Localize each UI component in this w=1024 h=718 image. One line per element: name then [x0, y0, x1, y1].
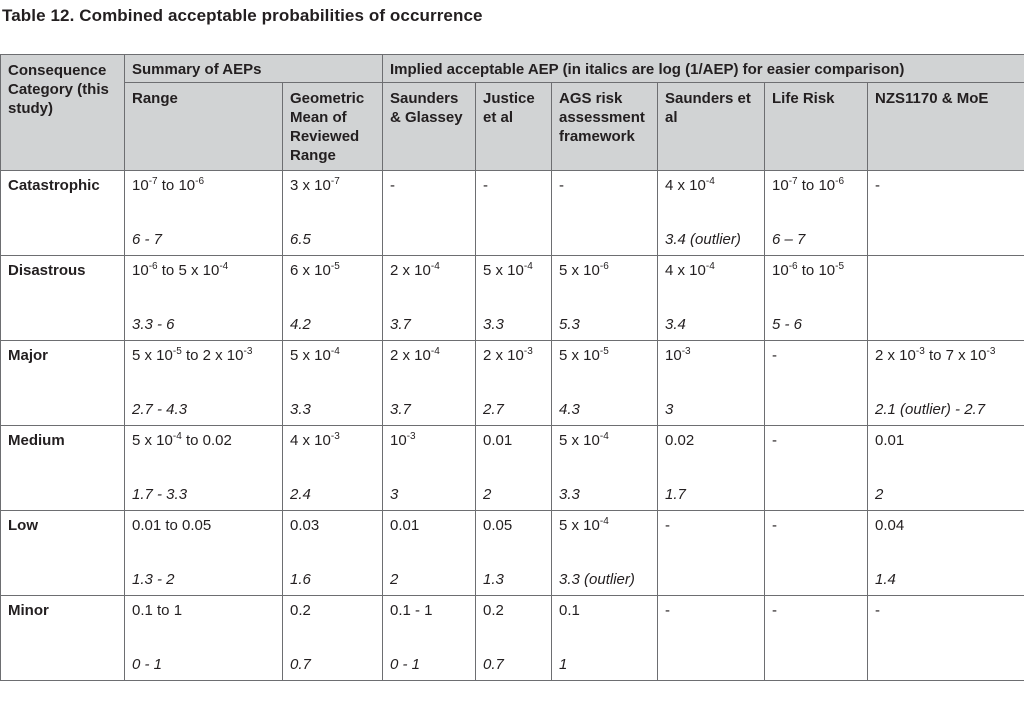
aep-value: 5 x $10^{-4}$ — [559, 431, 609, 449]
table-cell — [658, 171, 765, 256]
log-value: 3.4 — [665, 316, 686, 333]
log-value: 1.6 — [290, 571, 311, 588]
table-cell — [125, 171, 283, 256]
aep-value: 4 x $10^{-3}$ — [290, 431, 340, 449]
table-cell — [765, 426, 868, 511]
log-value: 3.4 (outlier) — [665, 231, 741, 248]
log-value: 2 — [875, 486, 884, 503]
table-body — [1, 171, 1024, 681]
table-cell — [125, 256, 283, 341]
table-cell — [765, 171, 868, 256]
category-label: Minor — [8, 602, 49, 619]
aep-value: 0.1 — [559, 602, 580, 619]
aep-value: - — [772, 517, 777, 534]
aep-value: - — [390, 177, 395, 194]
table-cell — [283, 596, 383, 681]
aep-value: 5 x $10^{-4}$ — [559, 516, 609, 534]
row-category — [1, 426, 125, 511]
aep-value: 0.1 to 1 — [132, 602, 183, 619]
log-value: 3.3 (outlier) — [559, 571, 635, 588]
log-value: 3 — [390, 486, 399, 503]
aep-value: $10^{-6}$ to $10^{-5}$ — [772, 261, 845, 279]
aep-value: - — [772, 347, 777, 364]
log-value: 2.7 - 4.3 — [132, 401, 188, 418]
log-value: 3.3 - 6 — [132, 316, 175, 333]
header-saunders-etal: Saunders et al — [658, 83, 765, 171]
table-cell — [283, 171, 383, 256]
header-summary-group: Summary of AEPs — [125, 55, 383, 83]
aep-value: 5 x $10^{-4}$ — [483, 261, 533, 279]
aep-value: - — [665, 517, 670, 534]
aep-value: 0.1 - 1 — [390, 602, 433, 619]
table-row — [1, 256, 1024, 341]
aep-value: 5 x $10^{-4}$ to 0.02 — [132, 431, 232, 449]
log-value: 1 — [559, 656, 568, 673]
table-cell — [658, 596, 765, 681]
row-category — [1, 511, 125, 596]
table-cell — [383, 596, 476, 681]
table-cell — [868, 511, 1024, 596]
log-value: 3.7 — [390, 316, 411, 333]
table-cell — [868, 596, 1024, 681]
log-value: 1.7 - 3.3 — [132, 486, 188, 503]
log-value: 3.7 — [390, 401, 411, 418]
aep-value: - — [559, 177, 564, 194]
table-cell — [552, 426, 658, 511]
table-cell — [552, 341, 658, 426]
header-life-risk: Life Risk — [765, 83, 868, 171]
table-cell — [552, 256, 658, 341]
log-value: 0 - 1 — [132, 656, 163, 673]
aep-value: - — [772, 432, 777, 449]
table-row — [1, 511, 1024, 596]
row-category — [1, 341, 125, 426]
header-range: Range — [125, 83, 283, 171]
category-label: Low — [8, 517, 38, 534]
log-value: 2.1 (outlier) - 2.7 — [875, 401, 986, 418]
header-saunders-glassey: Saunders & Glassey — [383, 83, 476, 171]
category-label: Major — [8, 347, 49, 364]
category-label: Disastrous — [8, 262, 86, 279]
log-value: 1.3 - 2 — [132, 571, 175, 588]
log-value: 2 — [483, 486, 492, 503]
aep-value: 2 x $10^{-3}$ to 7 x $10^{-3}$ — [875, 346, 996, 364]
table-title: Table 12. Combined acceptable probabilities of occurrence — [2, 6, 483, 25]
table-cell — [476, 171, 552, 256]
table-cell — [868, 256, 1024, 341]
aep-value: - — [665, 602, 670, 619]
table-cell — [476, 596, 552, 681]
aep-value: - — [875, 602, 880, 619]
table-cell — [125, 426, 283, 511]
header-justice: Justice et al — [476, 83, 552, 171]
table-row — [1, 596, 1024, 681]
log-value: 0.7 — [290, 656, 311, 673]
log-value: 1.4 — [875, 571, 896, 588]
table-cell — [552, 596, 658, 681]
aep-value: 3 x $10^{-7}$ — [290, 176, 340, 194]
aep-value: $10^{-7}$ to $10^{-6}$ — [772, 176, 845, 194]
aep-value: $10^{-3}$ — [390, 431, 416, 449]
table-cell — [476, 256, 552, 341]
table-cell — [552, 171, 658, 256]
log-value: 6 - 7 — [132, 231, 163, 248]
table-cell — [125, 596, 283, 681]
header-implied-group: Implied acceptable AEP (in italics are log (1/AEP) for easier comparison) — [383, 55, 1024, 83]
aep-value: $10^{-7}$ to $10^{-6}$ — [132, 176, 205, 194]
log-value: 2.4 — [290, 486, 311, 503]
table-cell — [383, 426, 476, 511]
category-label: Medium — [8, 432, 65, 449]
log-value: 2 — [390, 571, 399, 588]
header-category: Consequence Category (this study) — [1, 55, 125, 171]
log-value: 1.7 — [665, 486, 686, 503]
header-ags: AGS risk assessment framework — [552, 83, 658, 171]
aep-value: $10^{-3}$ — [665, 346, 691, 364]
row-category — [1, 256, 125, 341]
aep-value: 0.2 — [483, 602, 504, 619]
table-cell — [658, 256, 765, 341]
log-value: 1.3 — [483, 571, 504, 588]
log-value: 2.7 — [483, 401, 504, 418]
log-value: 5 - 6 — [772, 316, 803, 333]
table-cell — [476, 426, 552, 511]
log-value: 0 - 1 — [390, 656, 421, 673]
row-category — [1, 596, 125, 681]
aep-value: 5 x $10^{-6}$ — [559, 261, 609, 279]
table-cell — [868, 341, 1024, 426]
table-cell — [658, 426, 765, 511]
table-cell — [383, 341, 476, 426]
aep-value: - — [772, 602, 777, 619]
aep-value: 0.05 — [483, 517, 513, 534]
table-cell — [765, 256, 868, 341]
log-value: 3 — [665, 401, 674, 418]
aep-value: 4 x $10^{-4}$ — [665, 261, 715, 279]
aep-value: 0.04 — [875, 517, 905, 534]
aep-value: 0.2 — [290, 602, 311, 619]
aep-value: - — [483, 177, 488, 194]
aep-value: 2 x $10^{-3}$ — [483, 346, 533, 364]
table-cell — [868, 171, 1024, 256]
log-value: 4.2 — [290, 316, 311, 333]
table-cell — [283, 256, 383, 341]
table-cell — [658, 341, 765, 426]
row-category — [1, 171, 125, 256]
aep-value: 4 x $10^{-4}$ — [665, 176, 715, 194]
table-cell — [383, 511, 476, 596]
aep-value: 0.03 — [290, 517, 320, 534]
log-value: 6 – 7 — [772, 231, 806, 248]
aep-table — [0, 54, 1024, 681]
table-cell — [765, 596, 868, 681]
aep-value: 0.01 — [875, 432, 905, 449]
header-geometric-mean: Geometric Mean of Reviewed Range — [283, 83, 383, 171]
table-cell — [383, 171, 476, 256]
table-cell — [476, 511, 552, 596]
table-row — [1, 341, 1024, 426]
aep-value: 5 x $10^{-5}$ to 2 x $10^{-3}$ — [132, 346, 253, 364]
table-cell — [765, 341, 868, 426]
aep-value: 0.01 — [390, 517, 420, 534]
table-cell — [868, 426, 1024, 511]
table-cell — [283, 341, 383, 426]
aep-value: 0.01 — [483, 432, 513, 449]
log-value: 3.3 — [483, 316, 504, 333]
aep-value: 5 x $10^{-4}$ — [290, 346, 340, 364]
aep-value: 2 x $10^{-4}$ — [390, 261, 440, 279]
table-cell — [283, 511, 383, 596]
aep-value: 0.02 — [665, 432, 695, 449]
log-value: 0.7 — [483, 656, 504, 673]
table-cell — [765, 511, 868, 596]
header-nzs1170: NZS1170 & MoE — [868, 83, 1024, 171]
aep-value: - — [875, 177, 880, 194]
aep-value: 0.01 to 0.05 — [132, 517, 212, 534]
table-row — [1, 171, 1024, 256]
aep-value: 2 x $10^{-4}$ — [390, 346, 440, 364]
table-cell — [125, 511, 283, 596]
table-row — [1, 426, 1024, 511]
table-cell — [552, 511, 658, 596]
aep-value: 6 x $10^{-5}$ — [290, 261, 340, 279]
table-cell — [125, 341, 283, 426]
table-cell — [383, 256, 476, 341]
aep-value: $10^{-6}$ to 5 x $10^{-4}$ — [132, 261, 229, 279]
log-value: 3.3 — [290, 401, 311, 418]
table-cell — [476, 341, 552, 426]
log-value: 3.3 — [559, 486, 580, 503]
table-cell — [283, 426, 383, 511]
log-value: 4.3 — [559, 401, 580, 418]
aep-value: 5 x $10^{-5}$ — [559, 346, 609, 364]
log-value: 6.5 — [290, 231, 311, 248]
log-value: 5.3 — [559, 316, 580, 333]
table-cell — [658, 511, 765, 596]
category-label: Catastrophic — [8, 177, 100, 194]
